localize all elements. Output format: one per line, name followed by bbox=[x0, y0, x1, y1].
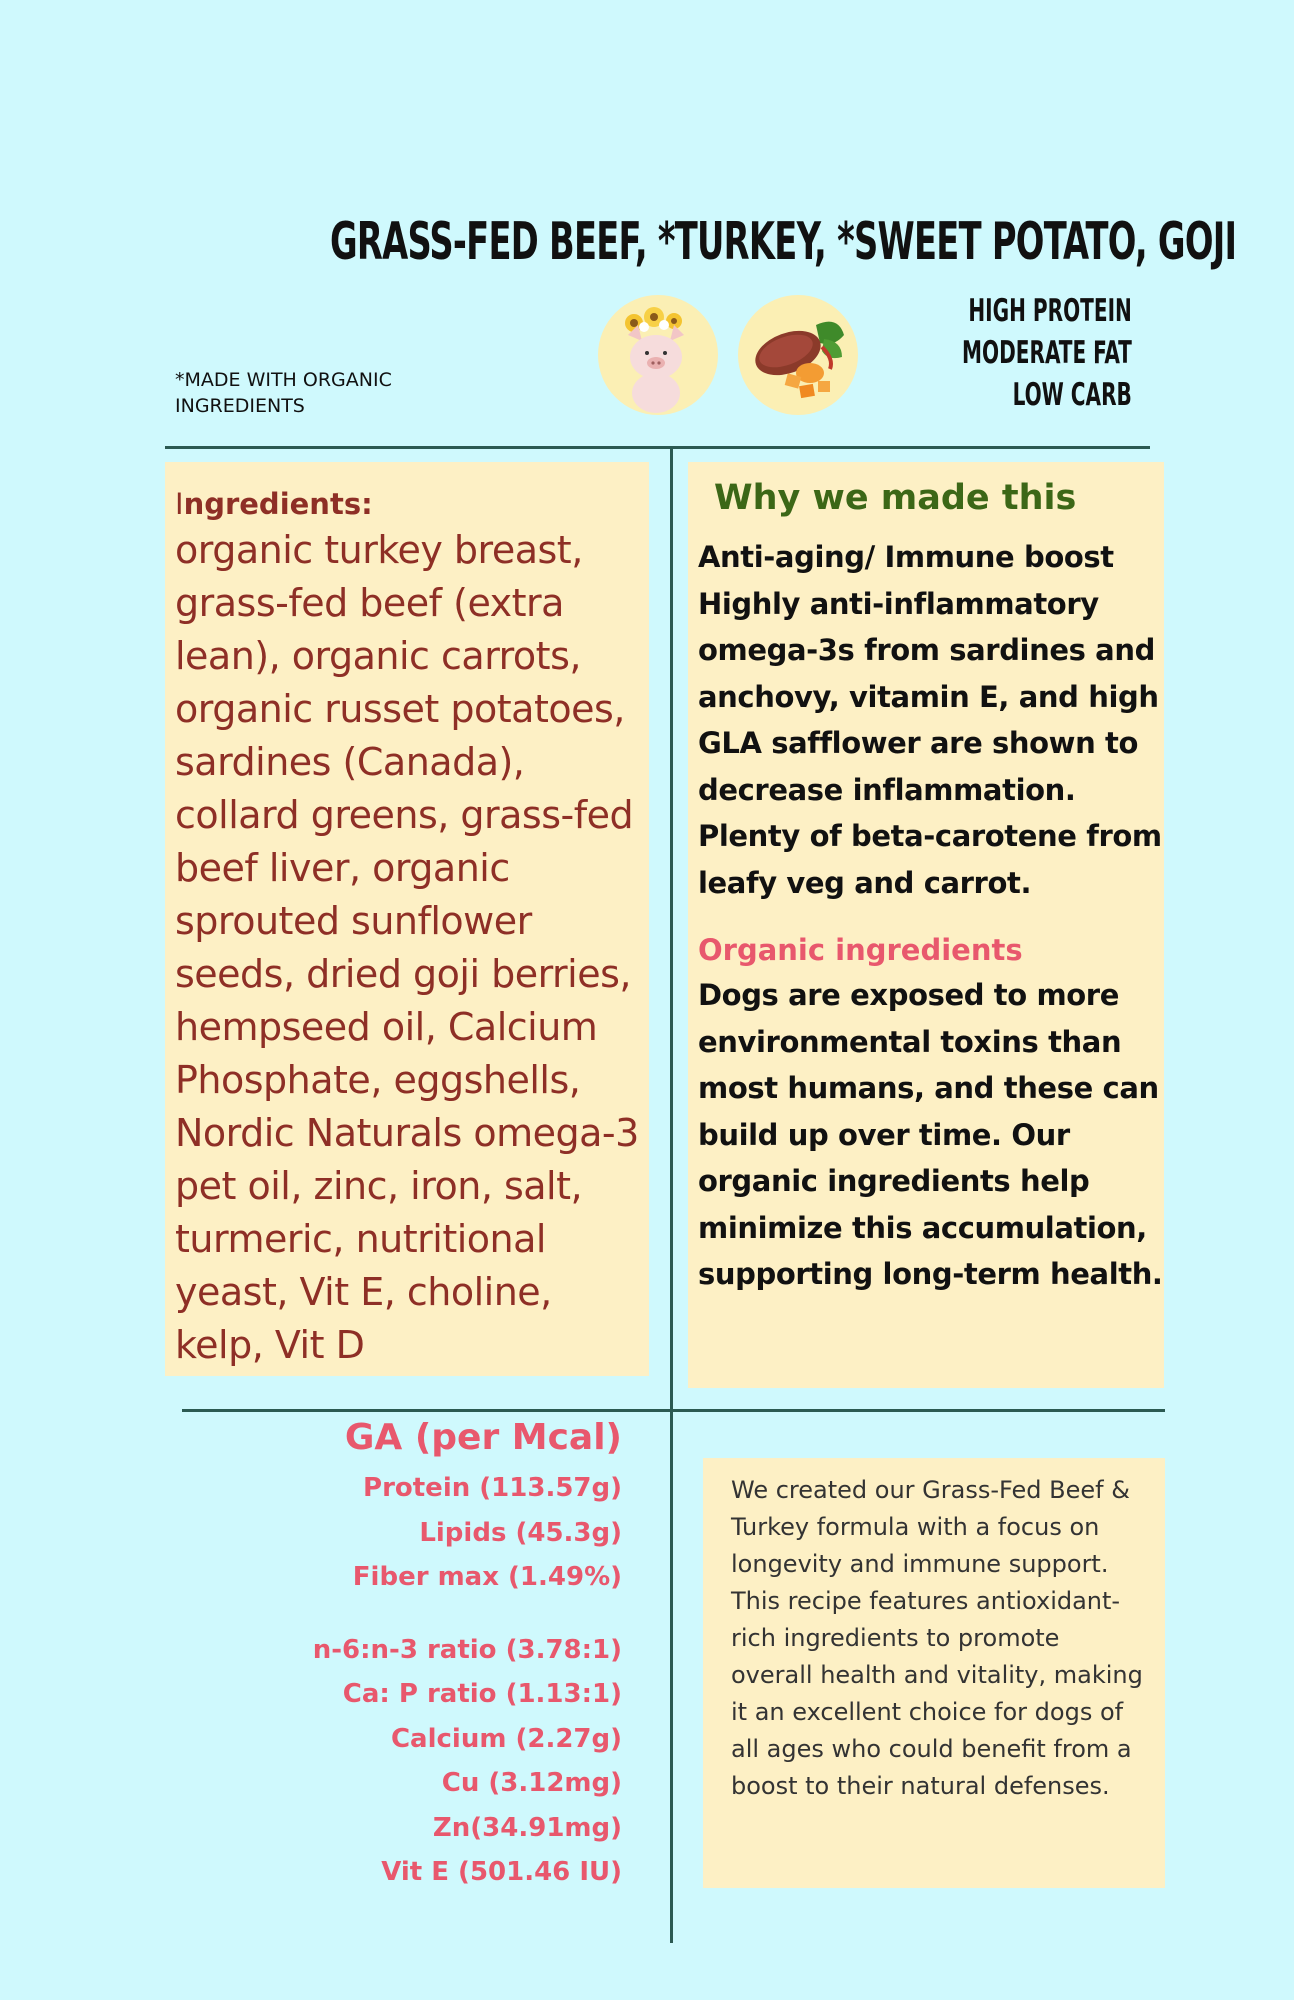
why-title: Why we made this bbox=[714, 478, 1077, 518]
ga-item: Lipids (45.3g) bbox=[419, 1517, 622, 1548]
pig-badge-image bbox=[598, 295, 718, 415]
macro-item: MODERATE FAT bbox=[962, 335, 1132, 371]
ga-item: Ca: P ratio (1.13:1) bbox=[342, 1679, 622, 1709]
organic-note: *MADE WITH ORGANIC INGREDIENTS bbox=[175, 369, 392, 417]
ingredients-heading-initial: I bbox=[175, 487, 184, 521]
description-panel bbox=[703, 1458, 1165, 1888]
organic-ingredients-title: Organic ingredients bbox=[698, 933, 1023, 967]
top-divider bbox=[165, 446, 1150, 449]
description-text: We created our Grass-Fed Beef & Turkey formula with a focus on longevity and immune support. This recipe features antioxidant-rich ingredients to promote overall health and vitality, making it an excellent choice for dogs of all ages who could benefit from a boost to their natural defenses. bbox=[731, 1476, 1143, 1800]
center-divider bbox=[670, 448, 673, 1943]
ingredients-list: organic turkey breast, grass-fed beef (extra lean), organic carrots, organic russet potatoes, sardines (Canada), collard greens, grass-fed beef liver, organic sprouted sunflower seeds, dried goji berries, hempseed oil, Calcium Phosphate, eggshells, Nordic Naturals omega-3 pet oil, zinc, iron, salt, turmeric, nutritional yeast, Vit E, choline, kelp, Vit D bbox=[175, 528, 639, 1367]
ga-item: Protein (113.57g) bbox=[363, 1473, 622, 1503]
pig-flower-crown-icon bbox=[598, 295, 718, 415]
organic-ingredients-body: Dogs are exposed to more environmental toxins than most humans, and these can build up over time. Our organic ingredients help minimize this accumulation, supporting long-term health. bbox=[698, 978, 1163, 1291]
ingredients-heading-rest: ngredients: bbox=[183, 487, 373, 521]
ga-item: Calcium (2.27g) bbox=[390, 1723, 622, 1754]
guaranteed-analysis bbox=[313, 1410, 622, 1895]
why-panel bbox=[688, 462, 1164, 1388]
macro-item: HIGH PROTEIN bbox=[968, 293, 1132, 329]
sweet-potato-icon bbox=[738, 295, 858, 415]
ga-item: Vit E (501.46 IU) bbox=[381, 1857, 622, 1887]
macro-item: LOW CARB bbox=[1012, 377, 1132, 413]
ga-title: GA (per Mcal) bbox=[344, 1417, 622, 1458]
ingredients-panel bbox=[165, 462, 649, 1376]
why-body: Anti-aging/ Immune boost Highly anti-inflammatory omega-3s from sardines and anchovy, vitamin E, and high GLA safflower are shown to decrease inflammation. Plenty of beta-carotene from leafy veg and carrot. bbox=[698, 540, 1162, 900]
ga-item: Fiber max (1.49%) bbox=[352, 1562, 622, 1592]
ga-item: Cu (3.12mg) bbox=[441, 1768, 622, 1798]
ingredients-heading bbox=[175, 484, 639, 524]
macro-list bbox=[896, 290, 1132, 416]
sweet-potato-badge-image bbox=[738, 295, 858, 415]
ga-item: n-6:n-3 ratio (3.78:1) bbox=[312, 1634, 622, 1665]
product-title: GRASS-FED BEEF, *TURKEY, *SWEET POTATO, GOJI bbox=[330, 212, 1237, 272]
ga-item: Zn(34.91mg) bbox=[432, 1812, 622, 1843]
